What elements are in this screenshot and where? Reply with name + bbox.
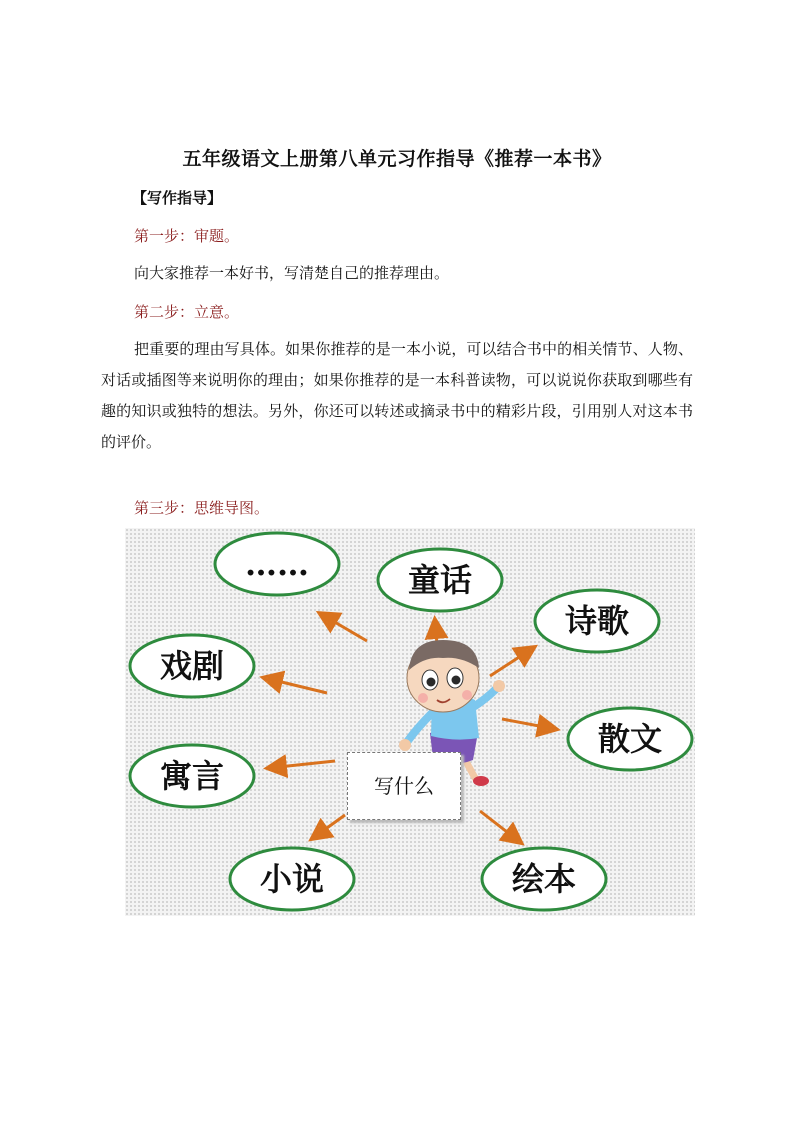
node-picture-book: 绘本 <box>511 860 576 898</box>
section-label: 【写作指导】 <box>132 189 223 207</box>
arrow-drama <box>265 678 327 693</box>
node-prose: 散文 <box>597 720 662 758</box>
node-fairy-tale: 童话 <box>407 561 472 599</box>
step-1-heading: 第一步：审题。 <box>134 227 240 245</box>
center-box: 写什么 <box>347 752 461 820</box>
arrow-novel <box>313 815 345 838</box>
node-novel: 小说 <box>259 860 324 898</box>
step-1-text: 向大家推荐一本好书，写清楚自己的推荐理由。 <box>134 264 450 282</box>
step-3-heading: 第三步：思维导图。 <box>134 499 270 517</box>
step-2-heading: 第二步：立意。 <box>134 303 240 321</box>
page-title: 五年级语文上册第八单元习作指导《推荐一本书》 <box>182 148 612 170</box>
mind-map <box>125 528 695 916</box>
node-drama: 戏剧 <box>159 647 224 685</box>
arrow-prose <box>502 719 555 729</box>
arrow-poetry <box>490 648 533 676</box>
arrow-fable <box>269 761 335 768</box>
step-2-text: 把重要的理由写具体。如果你推荐的是一本小说，可以结合书中的相关情节、人物、对话或插图等来说明你的理由；如果你推荐的是一本科普读物，可以说说你获取到哪些有趣的知识或独特的想法。另外，你还可以转述或摘录书中的精彩片段，引用别人对这本书的评价。 <box>101 340 693 451</box>
arrow-picture-book <box>480 811 520 842</box>
node-poetry: 诗歌 <box>564 602 629 640</box>
arrow-etc <box>321 614 367 641</box>
node-etc: …… <box>245 545 309 583</box>
node-fable: 寓言 <box>159 757 224 795</box>
